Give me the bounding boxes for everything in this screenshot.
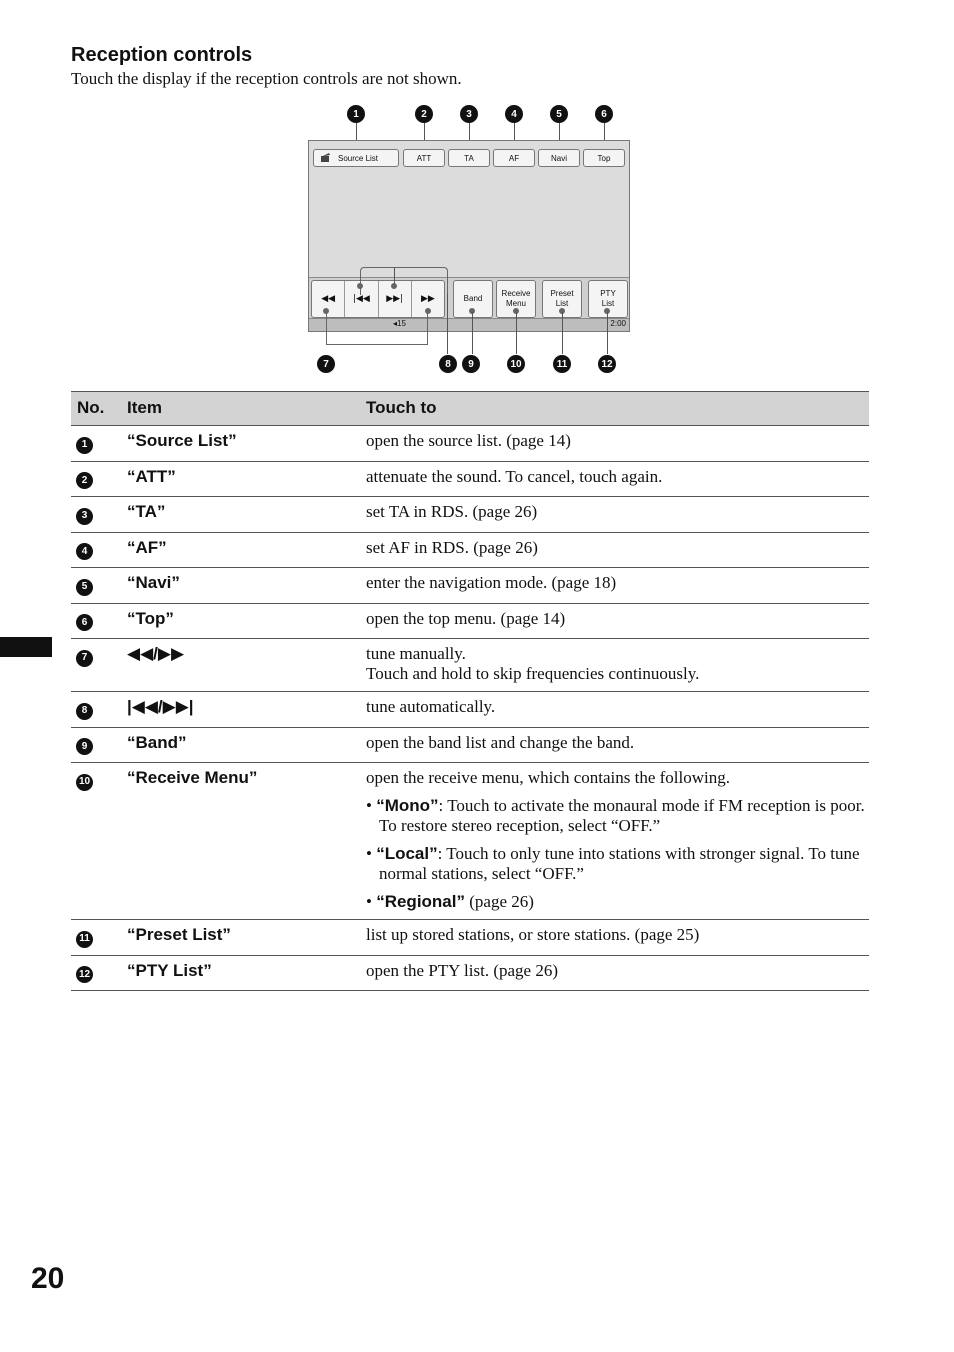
receive-menu-label-2: Menu: [505, 299, 526, 308]
bullet-term: “Mono”: [376, 796, 439, 815]
leader-line: [607, 312, 608, 354]
table-row: [71, 955, 869, 991]
bullet-item: • “Local”: Touch to only tune into stations with stronger signal. To tune normal stations, select “OFF.”: [366, 844, 860, 883]
clock: 2:00: [610, 319, 626, 328]
row-description: [360, 639, 869, 692]
navi-label: Navi: [550, 153, 567, 163]
callout-4: 4: [505, 105, 523, 123]
row-description: attenuate the sound. To cancel, touch again.: [360, 461, 869, 497]
bullet-item: • “Mono”: Touch to activate the monaural mode if FM reception is poor. To restore stereo reception, select “OFF.”: [366, 796, 865, 835]
leader-line: [472, 312, 473, 354]
chapter-tab-marker: [0, 637, 52, 657]
bullet-text: (page 26): [465, 892, 534, 911]
att-label: ATT: [416, 153, 432, 163]
navi-button[interactable]: [538, 149, 580, 167]
callout-2: 2: [415, 105, 433, 123]
row-description: open the top menu. (page 14): [360, 603, 869, 639]
table-row: [71, 426, 869, 462]
header-no: No.: [71, 392, 121, 426]
row-number: 2: [76, 472, 93, 489]
row-number: 10: [76, 774, 93, 791]
leader-line: [447, 294, 448, 354]
row-description: open the band list and change the band.: [360, 727, 869, 763]
callout-7-bracket: [326, 310, 428, 345]
ta-label: TA: [464, 153, 474, 163]
callout-9: 9: [462, 355, 480, 373]
dot: [323, 308, 329, 314]
header-touch-to: Touch to: [360, 392, 869, 426]
callout-10: 10: [507, 355, 525, 373]
rewind-icon: ◀◀: [321, 294, 336, 304]
table-row: [71, 920, 869, 956]
row-item: “Source List”: [121, 426, 360, 462]
table-row: [71, 532, 869, 568]
af-label: AF: [508, 153, 520, 163]
row-number: 12: [76, 966, 93, 983]
table-row: [71, 603, 869, 639]
page-number: 20: [31, 1262, 65, 1295]
prev-track-icon: |◀◀: [352, 294, 370, 304]
preset-list-label-1: Preset: [550, 289, 574, 298]
header-item: Item: [121, 392, 360, 426]
row-description: enter the navigation mode. (page 18): [360, 568, 869, 604]
row-description: list up stored stations, or store stations. (page 25): [360, 920, 869, 956]
table-row: [71, 497, 869, 533]
table-header-row: [71, 392, 869, 426]
row-item: “Top”: [121, 603, 360, 639]
row-number: 1: [76, 437, 93, 454]
row-item: “Band”: [121, 727, 360, 763]
callout-1: 1: [347, 105, 365, 123]
source-list-label: Source List: [338, 153, 379, 163]
speaker-icon: ◂: [393, 319, 398, 328]
row-number: 3: [76, 508, 93, 525]
dot: [425, 308, 431, 314]
callout-7: 7: [317, 355, 335, 373]
description-line: tune manually.: [366, 644, 466, 663]
row-item: “Navi”: [121, 568, 360, 604]
callout-8: 8: [439, 355, 457, 373]
row-item: “PTY List”: [121, 955, 360, 991]
row-description: open the source list. (page 14): [360, 426, 869, 462]
row-item: “AF”: [121, 532, 360, 568]
table-row: [71, 461, 869, 497]
table-row: [71, 692, 869, 728]
description-line: Touch and hold to skip frequencies continuously.: [366, 664, 700, 683]
bullet-item: • “Regional” (page 26): [366, 892, 534, 911]
row-number: 7: [76, 650, 93, 667]
section-title: Reception controls: [71, 44, 253, 66]
pty-list-label-1: PTY: [600, 289, 616, 298]
callout-3: 3: [460, 105, 478, 123]
table-row: [71, 727, 869, 763]
att-button[interactable]: [403, 149, 445, 167]
row-description: set AF in RDS. (page 26): [360, 532, 869, 568]
description-line: open the receive menu, which contains the following.: [366, 768, 730, 787]
section-subtitle: Touch the display if the reception controls are not shown.: [71, 69, 462, 88]
row-number: 4: [76, 543, 93, 560]
row-item: |◀◀/▶▶|: [121, 692, 360, 728]
volume-value: 15: [397, 319, 406, 328]
band-label: Band: [463, 294, 483, 303]
controls-table: [71, 391, 869, 991]
row-item: “TA”: [121, 497, 360, 533]
ta-button[interactable]: [448, 149, 490, 167]
callout-6: 6: [595, 105, 613, 123]
reception-screen-diagram: [300, 100, 640, 378]
row-description: set TA in RDS. (page 26): [360, 497, 869, 533]
source-list-button[interactable]: [313, 149, 399, 167]
dot: [357, 283, 363, 289]
leader-line: [562, 312, 563, 354]
row-number: 5: [76, 579, 93, 596]
row-description: open the PTY list. (page 26): [360, 955, 869, 991]
dot: [391, 283, 397, 289]
next-track-icon: ▶▶|: [386, 294, 404, 304]
row-number: 11: [76, 931, 93, 948]
pty-list-label-2: List: [601, 299, 615, 308]
callout-11: 11: [553, 355, 571, 373]
row-item: ◀◀/▶▶: [121, 639, 360, 692]
preset-list-label-2: List: [555, 299, 569, 308]
bullet-term: “Regional”: [376, 892, 465, 911]
row-description: [360, 763, 869, 920]
bullet-term: “Local”: [376, 844, 438, 863]
top-button[interactable]: [583, 149, 625, 167]
row-description: tune automatically.: [360, 692, 869, 728]
table-row: [71, 763, 869, 920]
fast-forward-icon: ▶▶: [420, 294, 435, 304]
row-item: “Preset List”: [121, 920, 360, 956]
callout-5: 5: [550, 105, 568, 123]
bullet-text: : Touch to activate the monaural mode if FM reception is poor. To restore stereo reception, select “OFF.”: [379, 796, 865, 835]
display-screen: [308, 140, 630, 332]
callout-12: 12: [598, 355, 616, 373]
af-button[interactable]: [493, 149, 535, 167]
receive-menu-label-1: Receive: [501, 289, 531, 298]
row-item: “Receive Menu”: [121, 763, 360, 920]
row-number: 9: [76, 738, 93, 755]
row-number: 8: [76, 703, 93, 720]
row-number: 6: [76, 614, 93, 631]
leader-line: [516, 312, 517, 354]
table-row: [71, 568, 869, 604]
row-item: “ATT”: [121, 461, 360, 497]
bullet-text: : Touch to only tune into stations with stronger signal. To tune normal stations, select “OFF.”: [379, 844, 860, 883]
source-list-icon: [320, 153, 332, 163]
table-row: [71, 639, 869, 692]
top-label: Top: [597, 153, 611, 163]
callout-8-bracket: [360, 267, 448, 295]
